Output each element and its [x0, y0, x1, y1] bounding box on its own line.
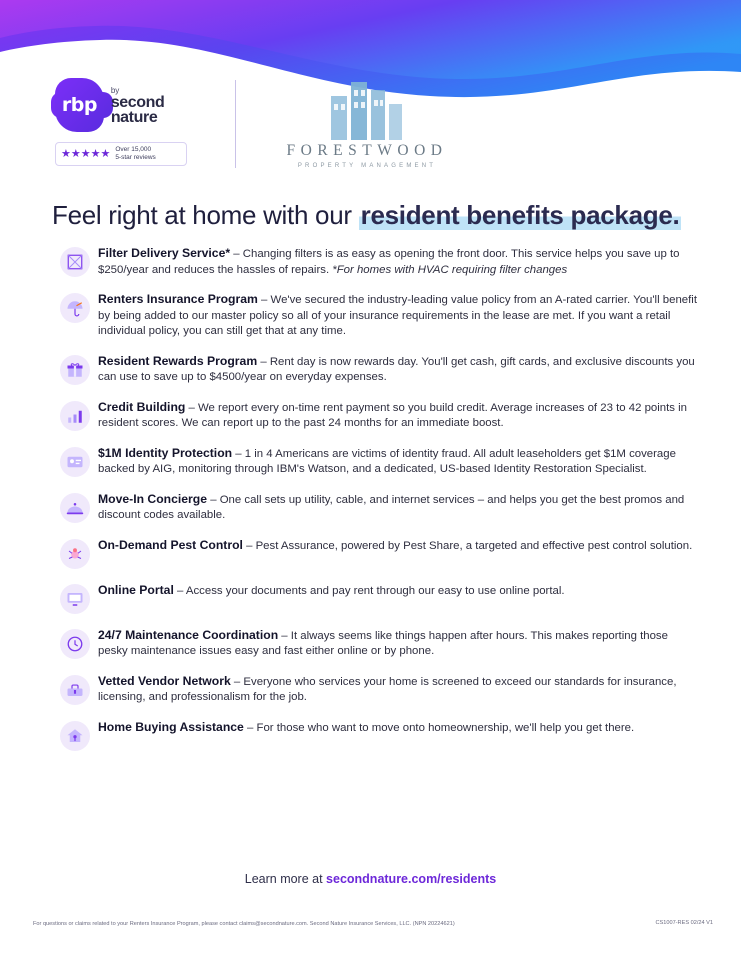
benefit-text: [98, 245, 700, 278]
id-card-icon: [60, 447, 90, 477]
second-nature-wordmark: [111, 86, 205, 125]
reviews-badge: [55, 142, 187, 166]
benefit-item: [52, 491, 700, 524]
benefit-icon-wrap: [52, 673, 98, 705]
benefit-item: [52, 627, 700, 660]
benefit-item: [52, 673, 700, 706]
logo-row: [55, 78, 675, 178]
pest-control-icon: [60, 539, 90, 569]
benefit-text: [98, 673, 700, 706]
page-title: [52, 200, 702, 231]
rbp-logo-block: [55, 78, 205, 166]
benefit-body: – One call sets up utility, cable, and internet services – and helps you get the best promos and discount codes available.: [98, 493, 685, 521]
benefit-title: Resident Rewards Program: [98, 353, 258, 368]
benefit-body: – Access your documents and pay rent through our easy to use online portal.: [173, 584, 565, 597]
benefit-title: On-Demand Pest Control: [98, 537, 243, 552]
learn-more-line: [0, 872, 741, 886]
benefit-item: [52, 291, 700, 340]
benefit-title: Credit Building: [98, 399, 186, 414]
benefit-text: [98, 627, 700, 660]
benefit-title: Online Portal: [98, 582, 174, 597]
benefit-item: [52, 537, 700, 569]
benefit-icon-wrap: [52, 537, 98, 569]
benefit-text: [98, 537, 692, 555]
benefit-icon-wrap: [52, 291, 98, 323]
filter-icon: [60, 247, 90, 277]
benefit-text: [98, 399, 700, 432]
rbp-logo-icon: [55, 78, 104, 132]
document-code: CS1007-RES 02/24 V1: [655, 920, 713, 926]
benefit-text: [98, 719, 634, 737]
benefit-title: Vetted Vendor Network: [98, 673, 231, 688]
benefit-icon-wrap: [52, 445, 98, 477]
benefit-body: – We've secured the industry-leading value policy from an A-rated carrier. You'll benefit by being added to our master policy so all of your insurance requirements in the lease are met. If you want a retail individual policy, you can still get that at any time.: [98, 294, 697, 337]
benefit-title: $1M Identity Protection: [98, 445, 233, 460]
concierge-bell-icon: [60, 493, 90, 523]
reviews-count: Over 15,000: [115, 146, 152, 153]
benefit-body: – Changing filters is as easy as opening the front door. This service helps you save up to $250/year and reduces the hassles of repairs.: [98, 248, 680, 276]
benefit-item: [52, 353, 700, 386]
learn-more-prefix: Learn more at: [244, 872, 327, 886]
house-key-icon: [60, 721, 90, 751]
reviews-label: 5-star reviews: [115, 154, 156, 161]
benefit-body: – For those who want to move onto homeownership, we'll help you get there.: [243, 721, 635, 734]
benefit-icon-wrap: [52, 353, 98, 385]
benefit-icon-wrap: [52, 719, 98, 751]
benefit-icon-wrap: [52, 627, 98, 659]
benefit-title: 24/7 Maintenance Coordination: [98, 627, 279, 642]
benefit-text: [98, 291, 700, 340]
benefit-icon-wrap: [52, 399, 98, 431]
benefit-item: [52, 582, 700, 614]
monitor-icon: [60, 584, 90, 614]
reviews-text: [115, 146, 155, 162]
benefit-body: – Rent day is now rewards day. You'll get cash, gift cards, and exclusive discounts you can use to save up to $4500/year on everyday expenses.: [98, 355, 695, 383]
umbrella-icon: [60, 293, 90, 323]
benefit-text: [98, 582, 565, 600]
benefit-body: – Pest Assurance, powered by Pest Share, a targeted and effective pest control solution.: [242, 539, 693, 552]
benefit-body: – Everyone who services your home is screened to exceed our standards for insurance, licensing, and professionalism for the job.: [98, 675, 677, 703]
legal-disclaimer: For questions or claims related to your Renters Insurance Program, please contact claims@secondnature.com. Second Nature Insurance Services, LLC. (NPN 20224621): [33, 921, 455, 927]
headline-prefix: Feel right at home with our: [52, 200, 359, 230]
benefit-text: [98, 491, 700, 524]
by-label: by: [110, 85, 120, 95]
star-rating-icon: ★★★★★: [61, 147, 111, 160]
benefit-body: – 1 in 4 Americans are victims of identity fraud. All adult leaseholders get $1M coverage backed by AIG, monitoring through IBM's Watson, and a dedicated, US-based Identity Restoration Specialist.: [98, 447, 676, 475]
second-nature-name: second nature: [110, 93, 165, 126]
benefit-title: Filter Delivery Service*: [98, 246, 231, 260]
benefit-text: [98, 353, 700, 386]
benefit-text: [98, 445, 700, 478]
benefit-item: [52, 719, 700, 751]
benefits-list: [52, 245, 700, 764]
headline-highlight: resident benefits package.: [360, 200, 680, 230]
benefit-icon-wrap: [52, 245, 98, 277]
forestwood-building-icon: [267, 78, 467, 140]
benefit-title: Home Buying Assistance: [98, 719, 244, 734]
chart-up-icon: [60, 401, 90, 431]
residents-link[interactable]: secondnature.com/residents: [326, 872, 497, 886]
benefit-icon-wrap: [52, 582, 98, 614]
benefit-item: [52, 399, 700, 432]
benefit-body: – We report every on-time rent payment so you build credit. Average increases of 23 to 42 points in resident scores. We can report up to the past 24 months for an immediate boost.: [98, 401, 688, 429]
toolbox-icon: [60, 675, 90, 705]
client-logo-block: [267, 78, 467, 169]
benefit-footnote: *For homes with HVAC requiring filter changes: [332, 263, 568, 276]
benefit-title: Renters Insurance Program: [98, 292, 258, 306]
benefit-item: [52, 445, 700, 478]
benefit-title: Move-In Concierge: [98, 491, 208, 506]
benefit-icon-wrap: [52, 491, 98, 523]
rbp-logo-text: rbp: [61, 94, 97, 116]
client-name: FORESTWOOD: [286, 142, 448, 159]
benefit-body: – It always seems like things happen after hours. This makes reporting those pesky maintenance issues easy and fast either online or by phone.: [98, 629, 668, 657]
gift-icon: [60, 355, 90, 385]
benefit-item: [52, 245, 700, 278]
client-subtitle: PROPERTY MANAGEMENT: [297, 163, 437, 169]
logo-divider: [235, 80, 236, 168]
clock-icon: [60, 629, 90, 659]
